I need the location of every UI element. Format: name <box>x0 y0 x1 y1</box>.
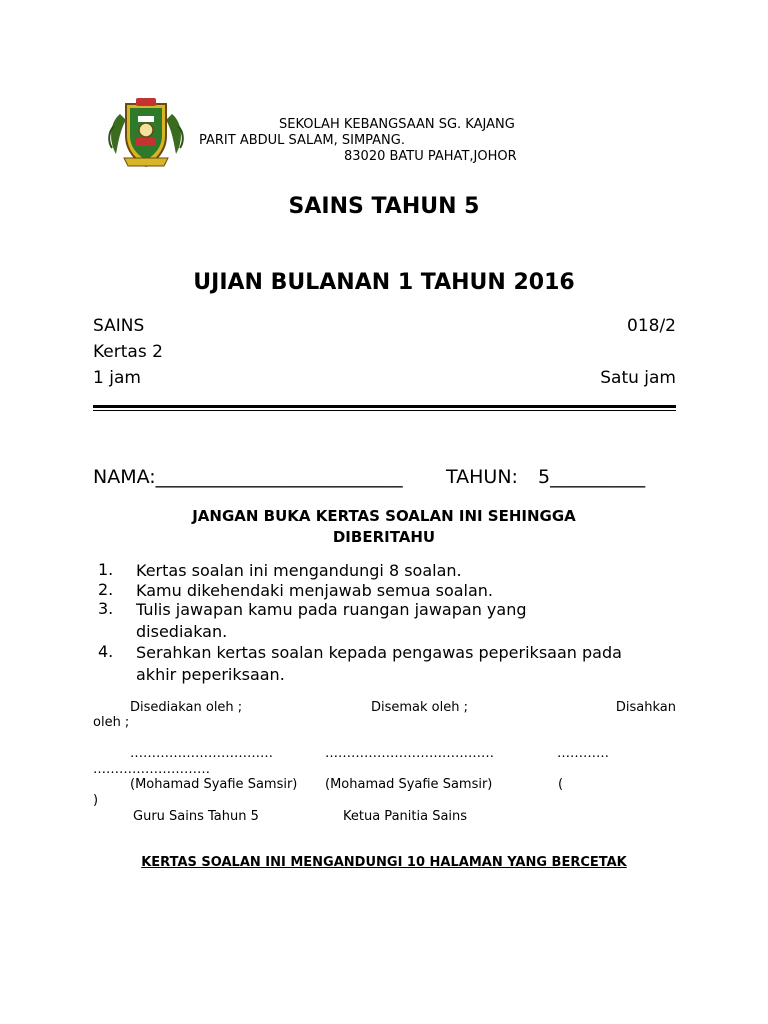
school-name: SEKOLAH KEBANGSAAN SG. KAJANG <box>279 117 515 132</box>
instruction-number: 3. <box>98 599 114 618</box>
signatory-2-role: Ketua Panitia Sains <box>343 809 468 824</box>
duration-label: 1 jam <box>93 368 141 388</box>
approved-by-label-cont: oleh ; <box>93 715 130 730</box>
duration-words: Satu jam <box>600 368 676 388</box>
instruction-text: Kertas soalan ini mengandungi 8 soalan. <box>136 561 462 580</box>
signature-line-1: …………………………… <box>130 746 273 761</box>
year-field-value: 5__________ <box>538 466 646 488</box>
subject-code: 018/2 <box>627 316 676 336</box>
instruction-item <box>98 599 658 643</box>
signature-line-3: ………… <box>557 746 609 761</box>
page-title: SAINS TAHUN 5 <box>288 194 480 219</box>
school-address-line1: PARIT ABDUL SALAM, SIMPANG. <box>199 133 405 148</box>
approved-by-label: Disahkan <box>615 700 676 715</box>
page-count-notice: KERTAS SOALAN INI MENGANDUNGI 10 HALAMAN YANG BERCETAK <box>141 855 627 870</box>
instruction-text: Kamu dikehendaki menjawab semua soalan. <box>136 581 494 600</box>
instruction-text: Serahkan kertas soalan kepada pengawas peperiksaan pada akhir peperiksaan. <box>136 643 622 684</box>
page-subtitle: UJIAN BULANAN 1 TAHUN 2016 <box>193 270 575 295</box>
warning-text: JANGAN BUKA KERTAS SOALAN INI SEHINGGA DIBERITAHU <box>192 507 576 546</box>
checked-by-label: Disemak oleh ; <box>371 700 468 715</box>
prepared-by-label: Disediakan oleh ; <box>130 700 243 715</box>
instruction-item <box>98 560 658 582</box>
divider-thin <box>93 410 676 411</box>
instruction-number: 1. <box>98 560 114 579</box>
instruction-number: 2. <box>98 580 114 599</box>
signatory-2-name: (Mohamad Syafie Samsir) <box>325 777 493 792</box>
signatory-1-name: (Mohamad Syafie Samsir) <box>130 777 298 792</box>
signatory-1-role: Guru Sains Tahun 5 <box>133 809 259 824</box>
year-field-label: TAHUN: <box>446 466 518 488</box>
instruction-text: Tulis jawapan kamu pada ruangan jawapan yang disediakan. <box>136 600 527 641</box>
instruction-item <box>98 642 658 686</box>
paper-label: Kertas 2 <box>93 342 163 362</box>
signature-line-2: ………………………………… <box>325 746 494 761</box>
name-field-label: NAMA:__________________________ <box>93 466 403 488</box>
school-address-line2: 83020 BATU PAHAT,JOHOR <box>344 149 517 164</box>
divider-thick <box>93 405 676 408</box>
signatory-3-open: ( <box>558 777 564 792</box>
signatory-3-close: ) <box>93 793 99 808</box>
signature-line-3-cont: ……………………… <box>93 762 210 777</box>
instruction-number: 4. <box>98 642 114 661</box>
school-crest-icon <box>106 96 186 172</box>
subject-label: SAINS <box>93 316 145 336</box>
